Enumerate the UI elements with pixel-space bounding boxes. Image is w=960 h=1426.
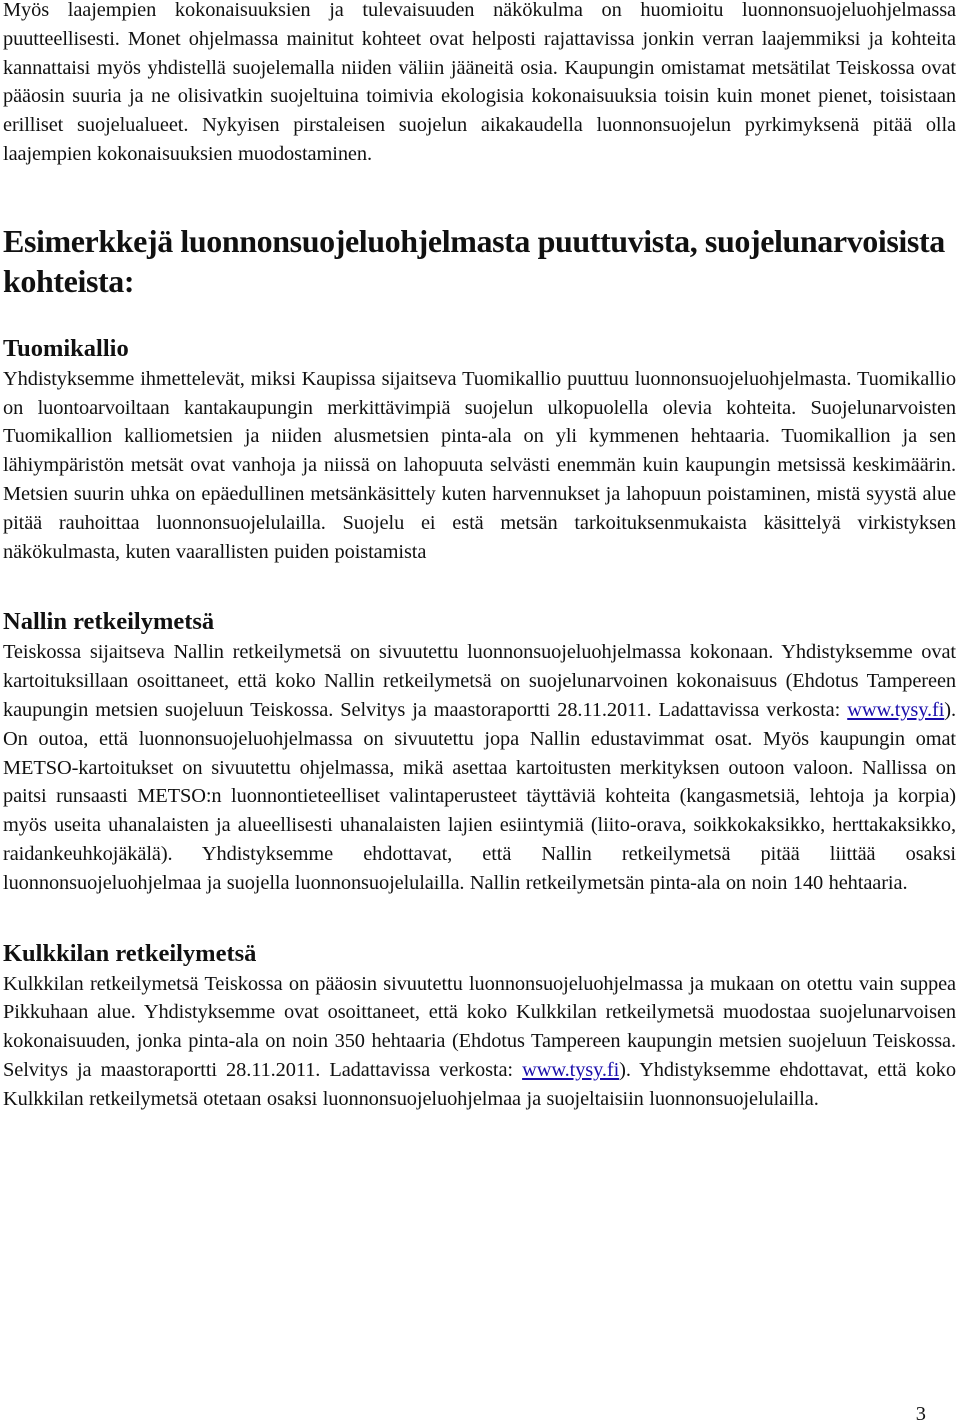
section-paragraph-tuomikallio: Yhdistyksemme ihmettelevät, miksi Kaupissa sijaitseva Tuomikallio puuttuu luonnonsuojeluohjelmasta. Tuomikallio on luontoarvoiltaan kantakaupungin merkittävimpiä suojelun ulkopuolella olevia kohteita. Suojelunarvoisten Tuomikallion kalliometsien ja niiden alusmetsien pinta-ala on yli kymmenen hehtaaria. Tuomikallion ja sen lähiympäristön metsät ovat vanhoja ja niissä on lahopuuta selvästi enemmän kuin kaupungin metsissä keskimäärin. Metsien suurin uhka on epäedullinen metsänkäsittely kuten harvennukset ja lahopuun poistaminen, mistä syystä alue pitää rauhoittaa luonnonsuojelulailla. Suojelu ei estä metsän tarkoituksenmukaista käsittelyä virkistyksen näkökulmasta, kuten vaarallisten puiden poistamista <box>3 367 956 563</box>
intro-paragraph: Myös laajempien kokonaisuuksien ja tulevaisuuden näkökulma on huomioitu luonnonsuojeluohjelmassa puutteellisesti. Monet ohjelmassa mainitut kohteet ovat helposti rajattavissa jonkin verran laajemmiksi ja kohteita kannattaisi myös yhdistellä suojelemalla niiden väliin jääneitä osia. Kaupungin omistamat metsätilat Teiskossa ovat pääosin suuria ja ne olisivatkin suojeltuina toimivia ekologisia kokonaisuuksia toisin kuin monet pienet, toisistaan erilliset suojelualueet. Nykyisen pirstaleisen suojelun aikakaudella luonnonsuojelun pyrkimyksenä pitää olla laajempien kokonaisuuksien muodostaminen. <box>3 0 956 165</box>
section-paragraph-nalli <box>3 638 956 897</box>
nalli-text-before-link: Teiskossa sijaitseva Nallin retkeilymetsä on sivuutettu luonnonsuojeluohjelmassa kokonaan. Yhdistyksemme ovat kartoituksillaan osoittaneet, että koko Nallin retkeilymetsä on suojelunarvoinen kokonaisuus (Ehdotus Tampereen kaupungin metsien suojeluun Teiskossa. Selvitys ja maastoraportti 28.11.2011. Ladattavissa verkosta: <box>3 641 956 721</box>
kulkkila-text-after-link: ). Yhdistyksemme ehdottavat, että koko Kulkkilan retkeilymetsä otetaan osaksi luonnonsuojeluohjelmaa ja suojeltaisiin luonnonsuojelulailla. <box>3 1058 956 1110</box>
page-number: 3 <box>915 1403 926 1425</box>
kulkkila-website-link[interactable]: www.tysy.fi <box>522 1058 620 1081</box>
main-heading: Esimerkkejä luonnonsuojeluohjelmasta puuttuvista, suojelunarvoisista kohteista: <box>3 222 945 299</box>
section-heading-tuomikallio: Tuomikallio <box>3 334 129 362</box>
nalli-website-link[interactable]: www.tysy.fi <box>847 698 945 721</box>
document-page <box>3 0 956 1114</box>
section-heading-nalli: Nallin retkeilymetsä <box>3 608 215 636</box>
nalli-text-after-link: ). On outoa, että luonnonsuojeluohjelmassa on sivuutettu jopa Nallin edustavimmat osat. Myös kaupungin omat METSO-kartoitukset on sivuutettu ohjelmassa, mikä asettaa kartoitusten merkityksen outoon valoon. Nallissa on paitsi runsaasti METSO:n luonnontieteelliset valintaperusteet täyttäviä kohteita (kangasmetsiä, lehtoja ja korpia) myös useita uhanalaisten ja alueellisesti uhanalaisten lajien esiintymiä (liito-orava, soikkokaksikko, herttakaksikko, raidankeuhkojäkälä). Yhdistyksemme ehdottavat, että Nallin retkeilymetsä pitää liittää osaksi luonnonsuojeluohjelmaa ja suojella luonnonsuojelulailla. Nallin retkeilymetsän pinta-ala on noin 140 hehtaaria. <box>3 698 956 894</box>
section-paragraph-kulkkila <box>3 970 956 1114</box>
section-heading-kulkkila: Kulkkilan retkeilymetsä <box>3 939 257 967</box>
kulkkila-text-before-link: Kulkkilan retkeilymetsä Teiskossa on pääosin sivuutettu luonnonsuojeluohjelmassa ja mukaan on otettu vain suppea Pikkuhaan alue. Yhdistyksemme ovat osoittaneet, että koko Kulkkilan retkeilymetsä muodostaa suojelunarvoisen kokonaisuuden, jonka pinta-ala on noin 350 hehtaaria (Ehdotus Tampereen kaupungin metsien suojeluun Teiskossa. Selvitys ja maastoraportti 28.11.2011. Ladattavissa verkosta: <box>3 972 956 1081</box>
